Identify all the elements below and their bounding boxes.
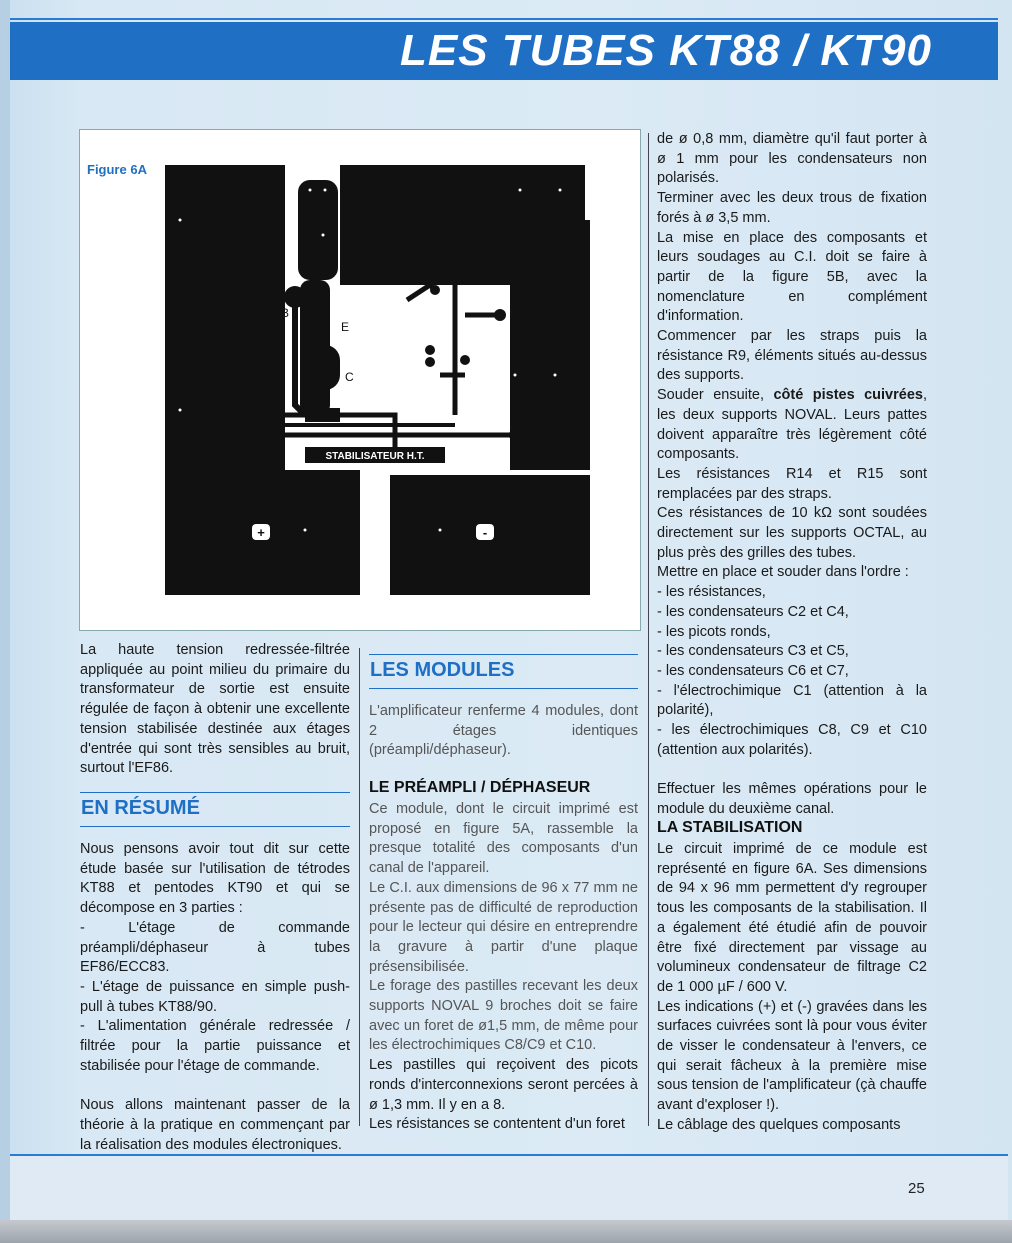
figure-label: Figure 6A (87, 162, 147, 177)
page-number: 25 (908, 1180, 925, 1197)
section-rule (369, 688, 638, 689)
modules-heading: LES MODULES (370, 659, 515, 681)
pin-label-c: C (345, 370, 354, 384)
board-label: STABILISATEUR H.T. (325, 451, 425, 462)
stabilisation-heading: LA STABILISATION (657, 819, 803, 836)
section-rule (369, 654, 638, 655)
page-edge (0, 0, 10, 1243)
page-bottom-edge (0, 1220, 1012, 1243)
pin-label-e: E (341, 320, 350, 334)
column-divider (359, 648, 360, 1126)
minus-marker: - (482, 525, 488, 540)
resume-heading: EN RÉSUMÉ (81, 797, 200, 819)
page-title: LES TUBES KT88 / KT90 (399, 26, 932, 75)
preampli-text: Ce module, dont le circuit imprimé est proposé en figure 5A, rassemble la presque totalité des composants d'un canal de l'appareil. Le C.I. aux dimensions de 96 x 77 mm ne présente pas de difficulté de reproduction pour le lecteur qui désire en entreprendre la gravure à partir d'une plaque présensibilisée. Le forage des pastilles recevant les deux supports NOVAL 9 broches doit se faire avec un foret de ø1,5 mm, de même pour les électrochimiques C8/C9 et C10. Les pastilles qui reçoivent des picots ronds d'interconnexions seront percées à ø 1,3 mm. Il y en a 8. Les résistances se contentent d'un foret (369, 801, 638, 1133)
col3-text: de ø 0,8 mm, diamètre qu'il faut porter à ø 1 mm pour les condensateurs non polarisés. Terminer avec les deux trous de fixation forés à ø 3,5 mm. La mise en place des composants et leurs soudages au C.I. doit se faire à partir de la figure 5B, avec la nomenclature en complément d'information. Commencer par les straps puis la résistance R9, éléments situés au-dessus des supports. Souder ensuite, côté pistes cuivrées, les deux supports NOVAL. Leurs pattes doivent apparaître très légèrement côté composants. Les résistances R14 et R15 sont remplacées par des straps. Ces résistances de 10 kΩ sont soudées directement sur les supports OCTAL, au plus près des grilles des tubes. Mettre en place et souder dans l'ordre : - les résistances, - les condensateurs C2 et C4, - les picots ronds, - les condensateurs C3 et C5, - les condensateurs C6 et C7, - l'électrochimique C1 (attention à la polarité), - les électrochimiques C8, C9 et C10 (attention aux polarités). Effectuer les mêmes opérations pour le module du deuxième canal. (657, 131, 927, 817)
modules-paragraph: L'amplificateur renferme 4 modules, dont 2 étages identiques (préampli/déphaseur). (369, 703, 638, 759)
pin-label-b: B (281, 306, 290, 320)
col1-resume-text: Nous pensons avoir tout dit sur cette étude basée sur l'utilisation de tétrodes KT88 et pentodes KT90 et qui se décompose en 3 parties : - L'étage de commande préampli/déphaseur à tubes EF86/ECC83. - L'étage de puissance en simple push-pull à tubes KT88/90. - L'alimentation générale redressée / filtrée pour la partie puissance et stabilisée pour l'étage de commande. Nous allons maintenant passer de la théorie à la pratique en commençant par la réalisation des modules électroniques. (80, 841, 350, 1153)
header-rule (10, 18, 998, 20)
col1-intro-paragraph: La haute tension redressée-filtrée appliquée au point milieu du primaire du transformateur de sortie est ensuite régulée de façon à obtenir une excellente tension stabilisée destinée aux étages d'entrée qui sont très sensibles au bruit, surtout l'EF86. (80, 642, 350, 777)
section-rule (80, 826, 350, 827)
column-divider (648, 133, 649, 1126)
plus-marker: + (257, 525, 265, 540)
section-rule (80, 792, 350, 793)
pcb-layout-figure (155, 160, 600, 600)
stabilisation-text: Le circuit imprimé de ce module est représenté en figure 6A. Ses dimensions de 94 x 96 mm permettent d'y regrouper tous les composants de la stabilisation. Il a également été étudié afin de pouvoir être fixé directement par vissage au volumineux condensateur de filtrage C2 de 1 000 µF / 600 V. Les indications (+) et (-) gravées dans les surfaces cuivrées sont là pour vous éviter de visser le condensateur à l'envers, ce qui serait fâcheux à la première mise sous tension de l'amplificateur (çà chauffe avant d'exploser !). Le câblage des quelques composants (657, 841, 927, 1133)
footer-band (10, 1156, 1008, 1221)
preampli-heading: LE PRÉAMPLI / DÉPHASEUR (369, 779, 591, 796)
